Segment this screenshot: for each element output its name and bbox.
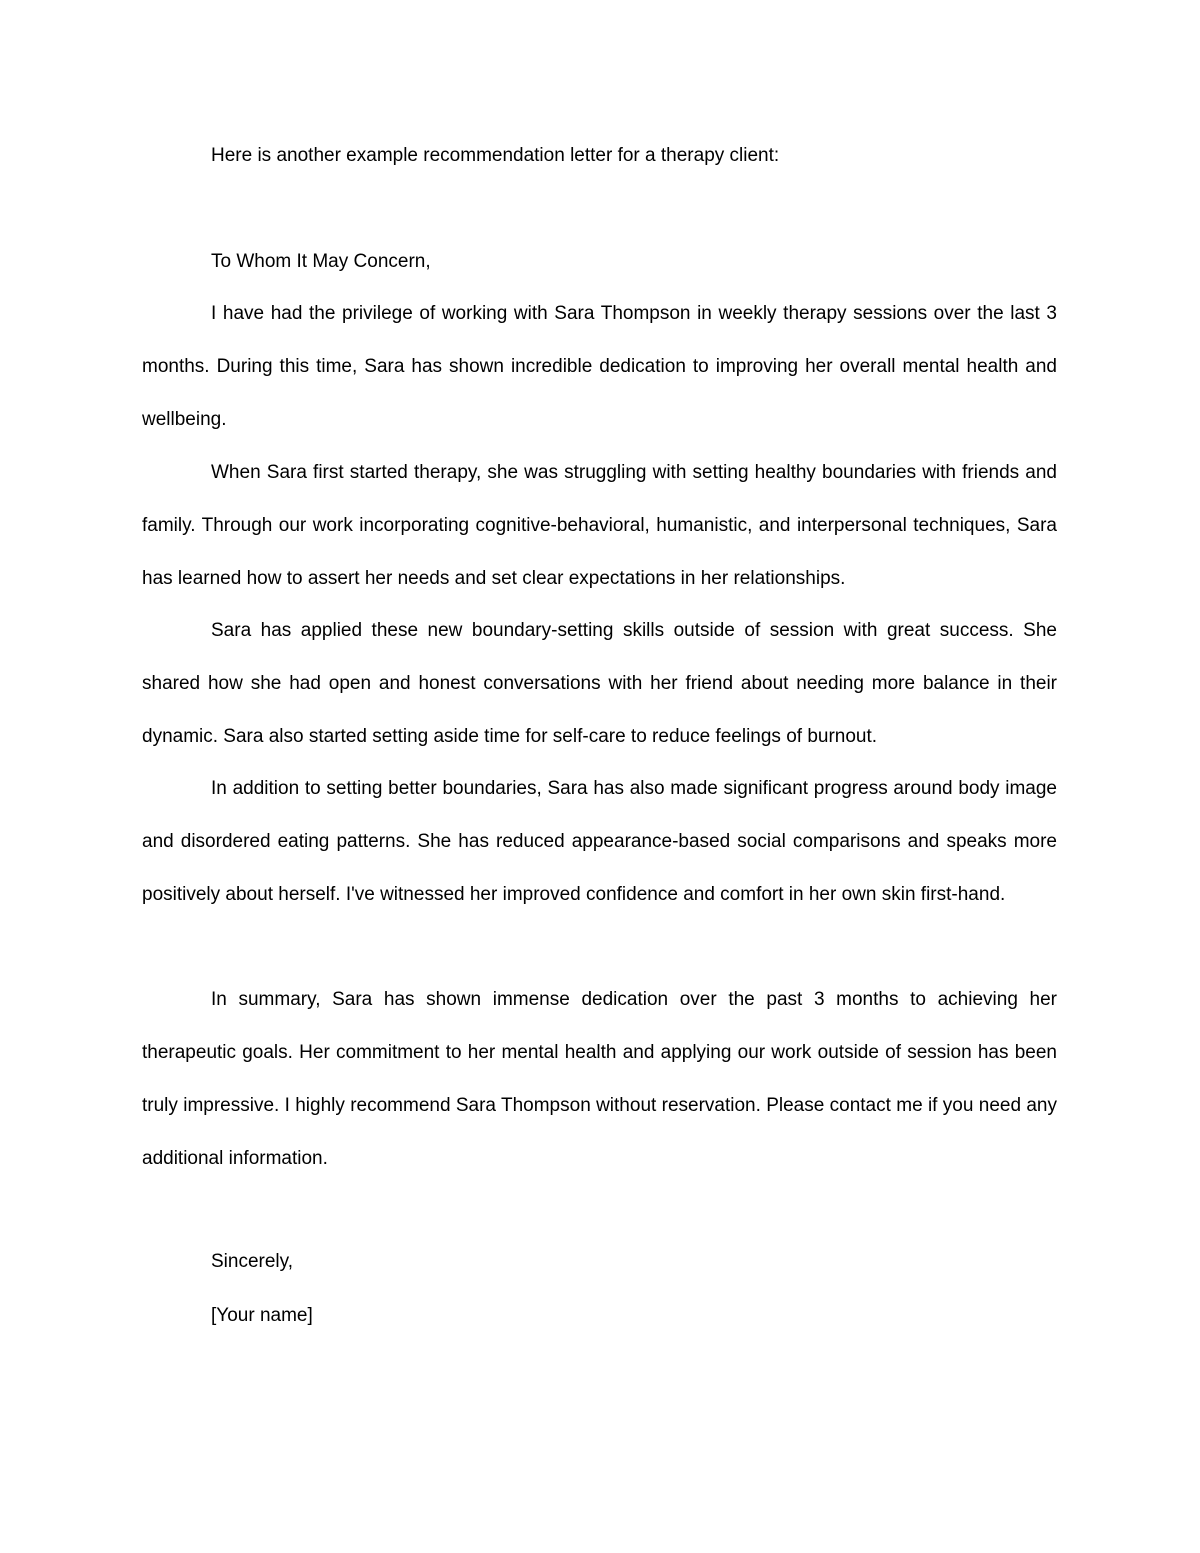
signature-placeholder: [Your name]: [211, 1305, 313, 1326]
intro-line: Here is another example recommendation letter for a therapy client:: [211, 145, 780, 166]
closing: Sincerely,: [211, 1251, 294, 1272]
paragraph-4: In addition to setting better boundaries, Sara has also made significant progress around body image and disordered eating patterns. She has reduced appearance-based social comparisons and speaks more positively about herself. I've witnessed her improved confidence and comfort in her own skin first-hand.: [142, 778, 1057, 905]
paragraph-5: In summary, Sara has shown immense dedication over the past 3 months to achieving her therapeutic goals. Her commitment to her mental health and applying our work outside of session has been truly impressive. I highly recommend Sara Thompson without reservation. Please contact me if you need any additional information.: [142, 989, 1057, 1169]
paragraph-1: I have had the privilege of working with Sara Thompson in weekly therapy sessions over the last 3 months. During this time, Sara has shown incredible dedication to improving her overall mental health and wellbeing.: [142, 303, 1057, 430]
paragraph-3: Sara has applied these new boundary-setting skills outside of session with great success. She shared how she had open and honest conversations with her friend about needing more balance in their dynamic. Sara also started setting aside time for self-care to reduce feelings of burnout.: [142, 620, 1057, 747]
paragraph-2: When Sara first started therapy, she was struggling with setting healthy boundaries with friends and family. Through our work incorporating cognitive-behavioral, humanistic, and interpersonal techniques, Sara has learned how to assert her needs and set clear expectations in her relationships.: [142, 462, 1057, 589]
salutation: To Whom It May Concern,: [211, 251, 431, 272]
